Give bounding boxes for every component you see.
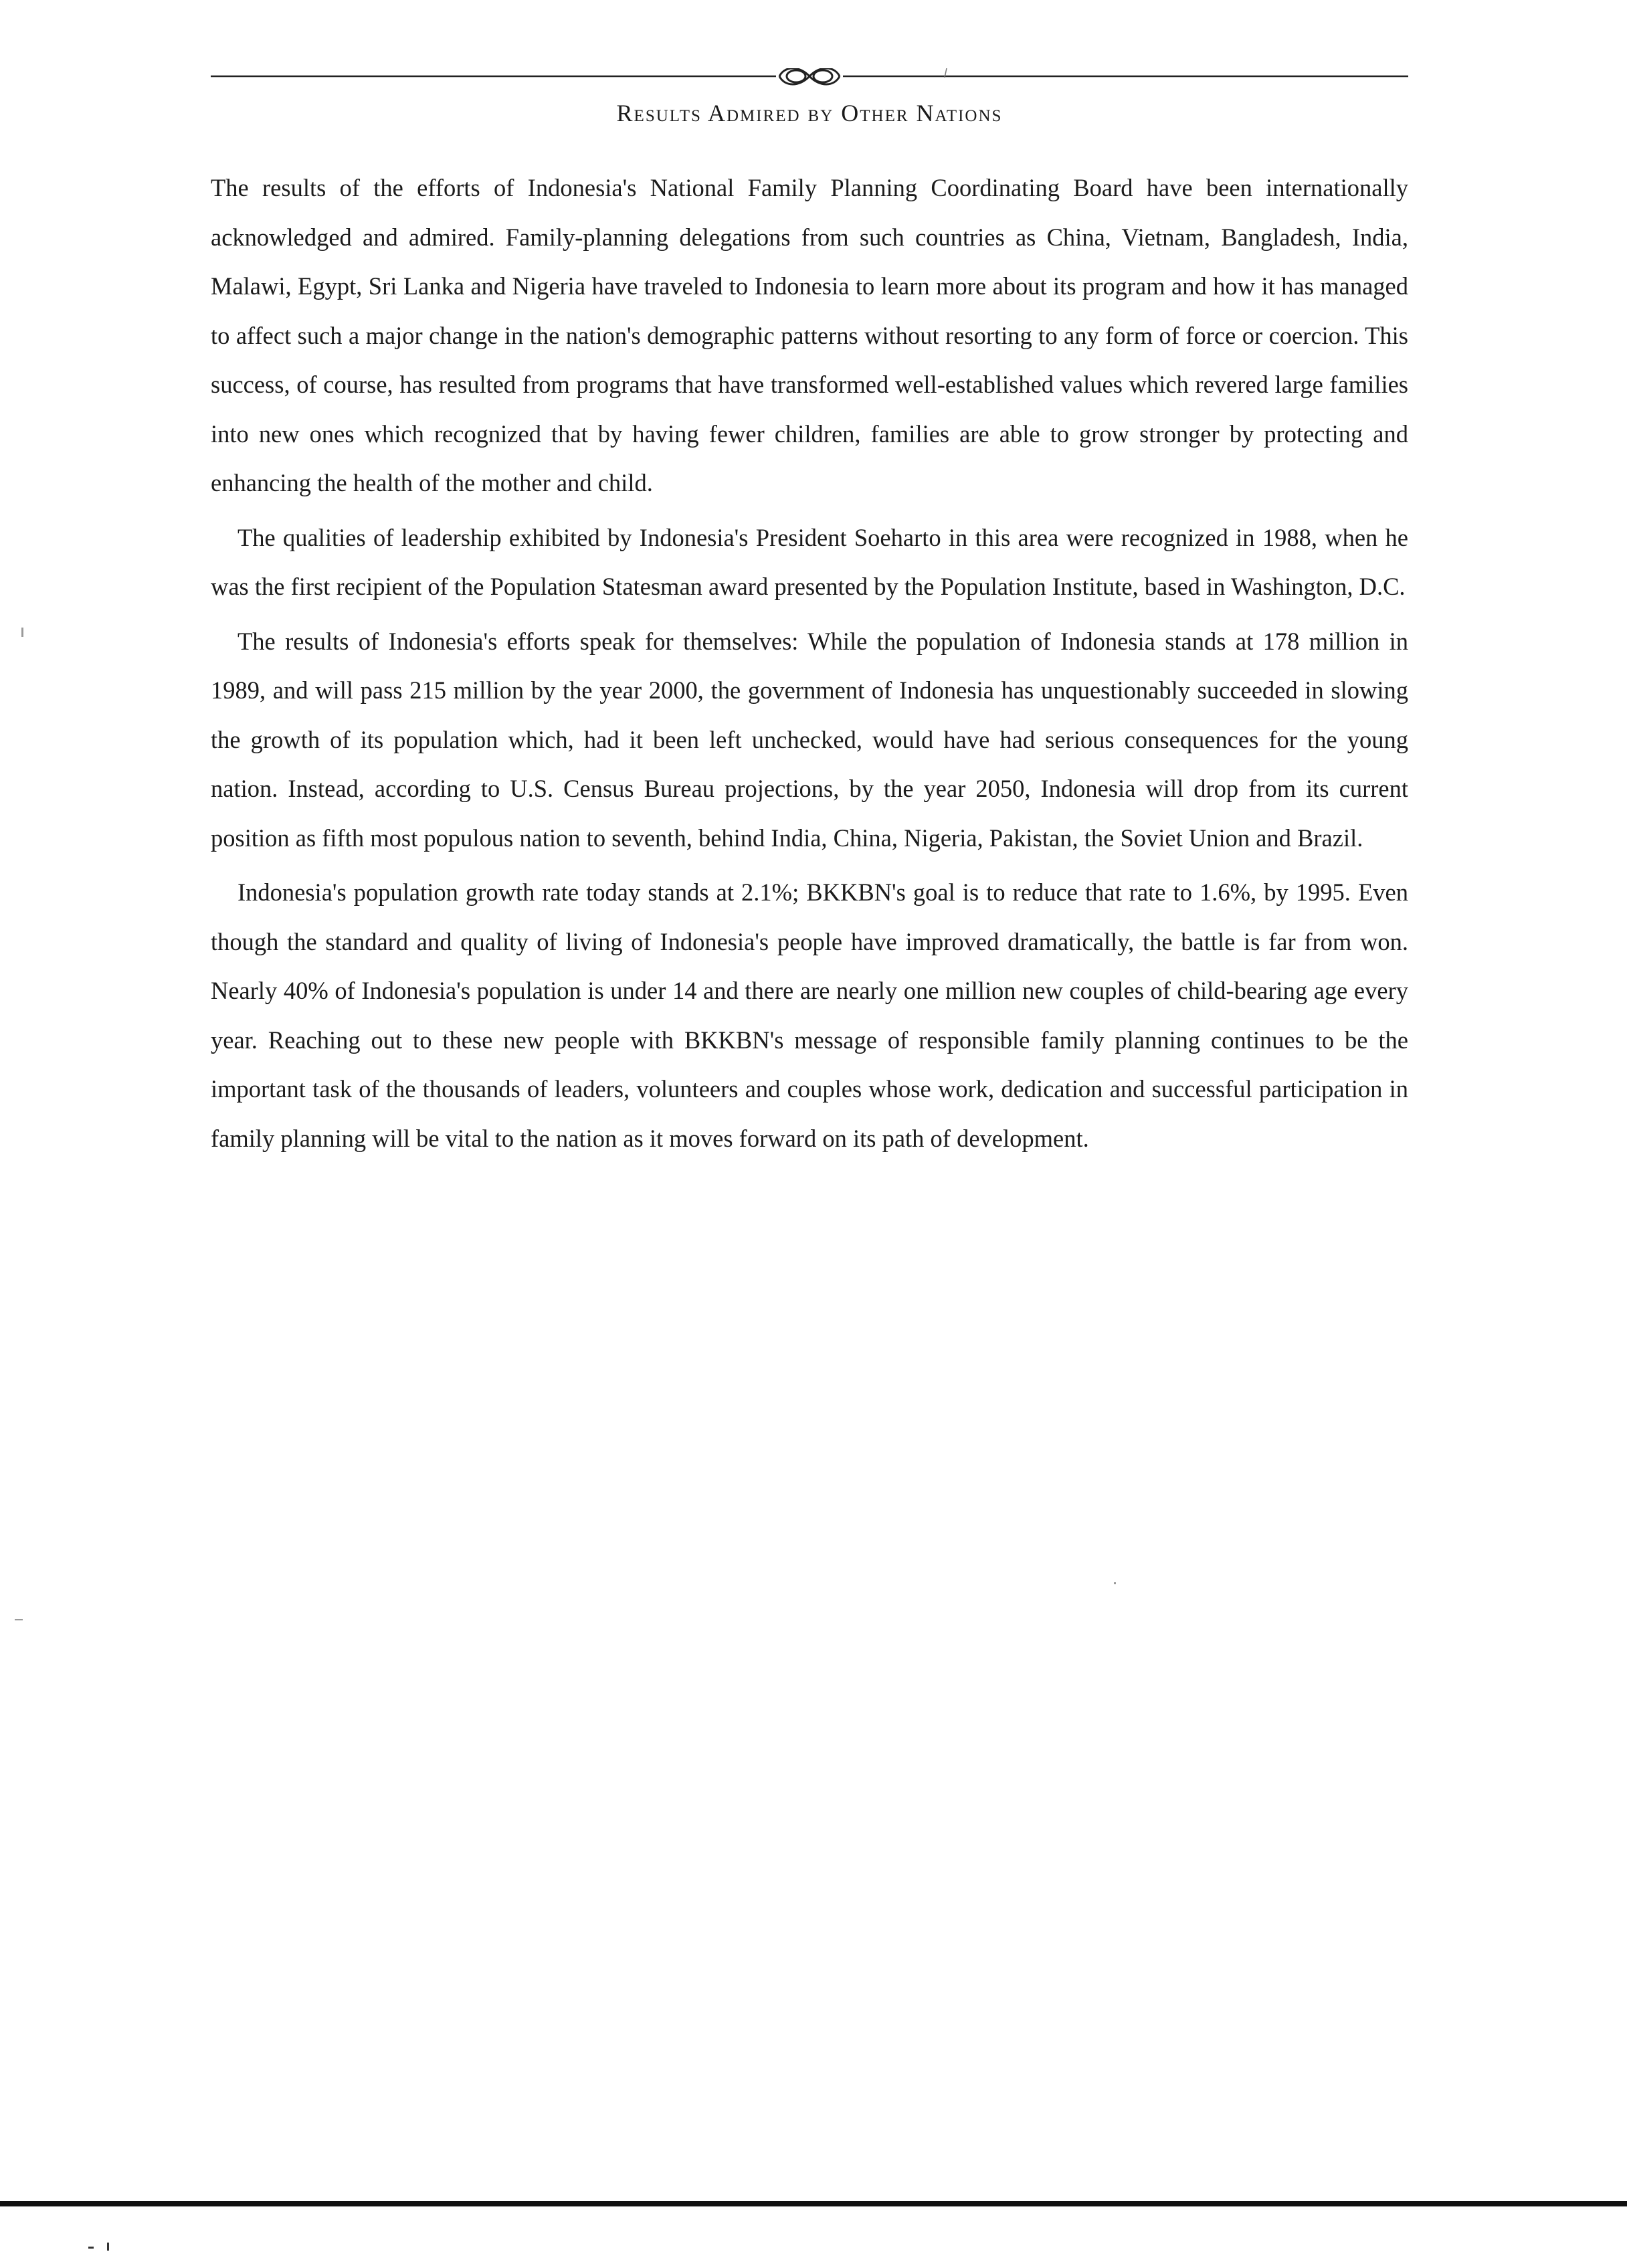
- scan-speck: [21, 628, 23, 637]
- paragraph: The results of Indonesia's efforts speak for themselves: While the population of Indonesia stands at 178 million in 1989, and will pass 215 million by the year 2000, the government of Indonesia has unquestionably succeeded in slowing the growth of its population which, had it been left unchecked, would have had serious consequences for the young nation. Instead, according to U.S. Census Bureau projections, by the year 2050, Indonesia will drop from its current position as fifth most populous nation to seventh, behind India, China, Nigeria, Pakistan, the Soviet Union and Brazil.: [211, 627, 1408, 852]
- paragraph: The results of the efforts of Indonesia's National Family Planning Coordinating Board have been internationally acknowledged and admired. Family-planning delegations from such countries as China, Vietnam, Bangladesh, India, Malawi, Egypt, Sri Lanka and Nigeria have traveled to Indonesia to learn more about its program and how it has managed to affect such a major change in the nation's demographic patterns without resorting to any form of force or coercion. This success, of course, has resulted from programs that have transformed well-established values which revered large families into new ones which recognized that by having fewer children, families are able to grow stronger by protecting and enhancing the health of the mother and child.: [211, 174, 1408, 496]
- scan-speck: [107, 2243, 109, 2251]
- paragraph: The qualities of leadership exhibited by Indonesia's President Soeharto in this area were recognized in 1988, when he was the first recipient of the Population Statesman award presented by the Population Institute, based in Washington, D.C.: [211, 523, 1408, 600]
- page-heading: Results Admired by Other Nations: [616, 100, 1003, 126]
- scan-speck: [15, 1619, 23, 1620]
- scan-speck: [88, 2247, 94, 2249]
- bottom-rule: [0, 2201, 1627, 2206]
- article-body: [211, 163, 1408, 1168]
- scan-speck: [1114, 1582, 1116, 1584]
- paragraph: Indonesia's population growth rate today stands at 2.1%; BKKBN's goal is to reduce that rate to 1.6%, by 1995. Even though the standard and quality of living of Indonesia's people have improved dramatically, the battle is far from won. Nearly 40% of Indonesia's population is under 14 and there are nearly one million new couples of child-bearing age every year. Reaching out to these new people with BKKBN's message of responsible family planning continues to be the important task of the thousands of leaders, volunteers and couples whose work, dedication and successful participation in family planning will be vital to the nation as it moves forward on its path of development.: [211, 878, 1408, 1152]
